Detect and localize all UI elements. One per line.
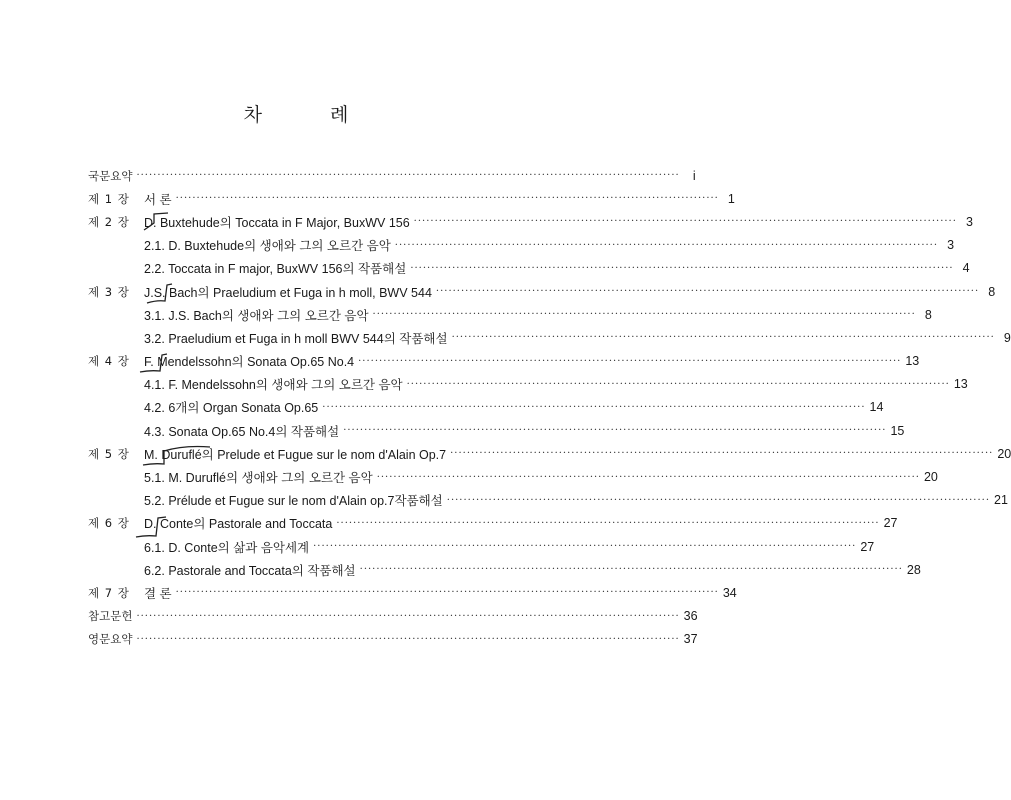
toc-entry-chapter-2[interactable] <box>88 210 973 233</box>
dot-leader <box>136 634 679 645</box>
dot-leader <box>373 309 916 320</box>
toc-page-number: 9 <box>1003 330 1011 345</box>
dot-leader <box>407 379 950 390</box>
toc-page-number: 15 <box>890 423 905 438</box>
dot-leader <box>136 170 679 181</box>
toc-entry-chapter-4[interactable] <box>88 350 920 373</box>
toc-entry-title: 4.2. 6개의 Organ Sonata Op.65 <box>144 401 319 416</box>
toc-page-number: 3 <box>947 238 955 253</box>
toc-entry-title: M. Duruflé의 Prelude et Fugue sur le nom d'Alain Op.7 <box>144 447 447 462</box>
toc-page-number: 28 <box>906 562 921 577</box>
toc-entry-section-6-2[interactable] <box>88 558 921 581</box>
toc-chapter-label: 제 2 장 <box>88 214 130 229</box>
toc-page-number: 34 <box>722 585 737 600</box>
toc-entry-title: 4.1. F. Mendelssohn의 생애와 그의 오르간 음악 <box>144 378 403 393</box>
toc-page-number: 13 <box>953 377 968 392</box>
toc-page-number: 13 <box>905 354 920 369</box>
page-title-left: 차 <box>243 104 262 126</box>
toc-entry-title: 영문요약 <box>88 632 133 647</box>
toc-entry-title: 5.1. M. Duruflé의 생애와 그의 오르간 음악 <box>144 471 373 486</box>
dot-leader <box>395 240 938 251</box>
toc-entry-title: 참고문헌 <box>88 609 133 624</box>
toc-entry-title: J.S. Bach의 Praeludium et Fuga in h moll, BWV 544 <box>144 285 432 300</box>
toc-entry-section-3-1[interactable] <box>88 303 932 326</box>
dot-leader <box>358 356 901 367</box>
toc-page-number: 1 <box>727 191 735 206</box>
toc-entry-section-6-1[interactable] <box>88 535 875 558</box>
dot-leader <box>176 193 719 204</box>
toc-page-number: 3 <box>965 214 973 229</box>
dot-leader <box>452 332 995 343</box>
toc-entry-section-4-3[interactable] <box>88 419 905 442</box>
toc-page-number: 20 <box>923 470 938 485</box>
toc-page-number: 14 <box>869 400 884 415</box>
toc-page-number: 27 <box>860 539 875 554</box>
toc-entry-section-4-1[interactable] <box>88 373 968 396</box>
toc-entry-references[interactable] <box>88 605 698 628</box>
toc-entry-section-4-2[interactable] <box>88 396 884 419</box>
toc-page-number: 8 <box>924 307 932 322</box>
page-title <box>0 100 592 127</box>
toc-entry-title: 6.1. D. Conte의 삶과 음악세계 <box>144 540 310 555</box>
toc-page-number: i <box>692 168 696 183</box>
dot-leader <box>436 286 979 297</box>
dot-leader <box>414 216 957 227</box>
toc-entry-title: D. Conte의 Pastorale and Toccata <box>144 517 333 532</box>
toc-page-number: 27 <box>883 516 898 531</box>
toc-entry-title: F. Mendelssohn의 Sonata Op.65 No.4 <box>144 355 355 370</box>
toc-entry-title: 결 론 <box>144 586 172 601</box>
page-title-right: 례 <box>330 104 349 126</box>
toc-entry-section-3-2[interactable] <box>88 326 1011 349</box>
toc-entry-title: 3.2. Praeludium et Fuga in h moll BWV 544의 작품해설 <box>144 331 448 346</box>
dot-leader <box>447 495 990 506</box>
toc-entry-title: D. Buxtehude의 Toccata in F Major, BuxWV 156 <box>144 215 410 230</box>
toc-entry-section-2-1[interactable] <box>88 234 955 257</box>
dot-leader <box>136 611 679 622</box>
toc-entry-korean-abstract[interactable] <box>88 164 696 187</box>
toc-entry-section-2-2[interactable] <box>88 257 970 280</box>
toc-entry-chapter-3[interactable] <box>88 280 996 303</box>
toc-page-number: 4 <box>962 261 970 276</box>
toc-entry-title: 2.2. Toccata in F major, BuxWV 156의 작품해설 <box>144 262 407 277</box>
table-of-contents <box>88 164 1011 651</box>
toc-entry-chapter-6[interactable] <box>88 512 898 535</box>
toc-page-number: 20 <box>997 446 1011 461</box>
toc-page-number: 21 <box>994 493 1008 508</box>
toc-entry-title: 5.2. Prélude et Fugue sur le nom d'Alain op.7작품해설 <box>144 494 443 509</box>
toc-entry-section-5-1[interactable] <box>88 465 938 488</box>
dot-leader <box>343 425 886 436</box>
dot-leader <box>313 541 856 552</box>
toc-chapter-label: 제 7 장 <box>88 585 130 600</box>
toc-entry-title: 국문요약 <box>88 168 133 183</box>
toc-entry-chapter-1[interactable] <box>88 187 735 210</box>
dot-leader <box>410 263 953 274</box>
toc-chapter-label: 제 3 장 <box>88 284 130 299</box>
toc-entry-title: 6.2. Pastorale and Toccata의 작품해설 <box>144 563 356 578</box>
dot-leader <box>450 448 993 459</box>
toc-entry-chapter-7[interactable] <box>88 581 737 604</box>
toc-entry-english-abstract[interactable] <box>88 628 698 651</box>
dot-leader <box>322 402 865 413</box>
toc-chapter-label: 제 6 장 <box>88 516 130 531</box>
dot-leader <box>336 518 879 529</box>
toc-entry-title: 서 론 <box>144 192 172 207</box>
toc-entry-section-5-2[interactable] <box>88 489 1008 512</box>
dot-leader <box>360 564 903 575</box>
toc-chapter-label: 제 4 장 <box>88 354 130 369</box>
toc-entry-title: 2.1. D. Buxtehude의 생애와 그의 오르간 음악 <box>144 239 391 254</box>
dot-leader <box>377 472 920 483</box>
toc-page-number: 8 <box>988 284 996 299</box>
toc-entry-title: 3.1. J.S. Bach의 생애와 그의 오르간 음악 <box>144 308 369 323</box>
toc-chapter-label: 제 1 장 <box>88 191 130 206</box>
toc-page-number: 37 <box>683 632 698 647</box>
dot-leader <box>176 587 719 598</box>
toc-chapter-label: 제 5 장 <box>88 446 130 461</box>
toc-page-number: 36 <box>683 609 698 624</box>
toc-entry-chapter-5[interactable] <box>88 442 1011 465</box>
toc-entry-title: 4.3. Sonata Op.65 No.4의 작품해설 <box>144 424 340 439</box>
